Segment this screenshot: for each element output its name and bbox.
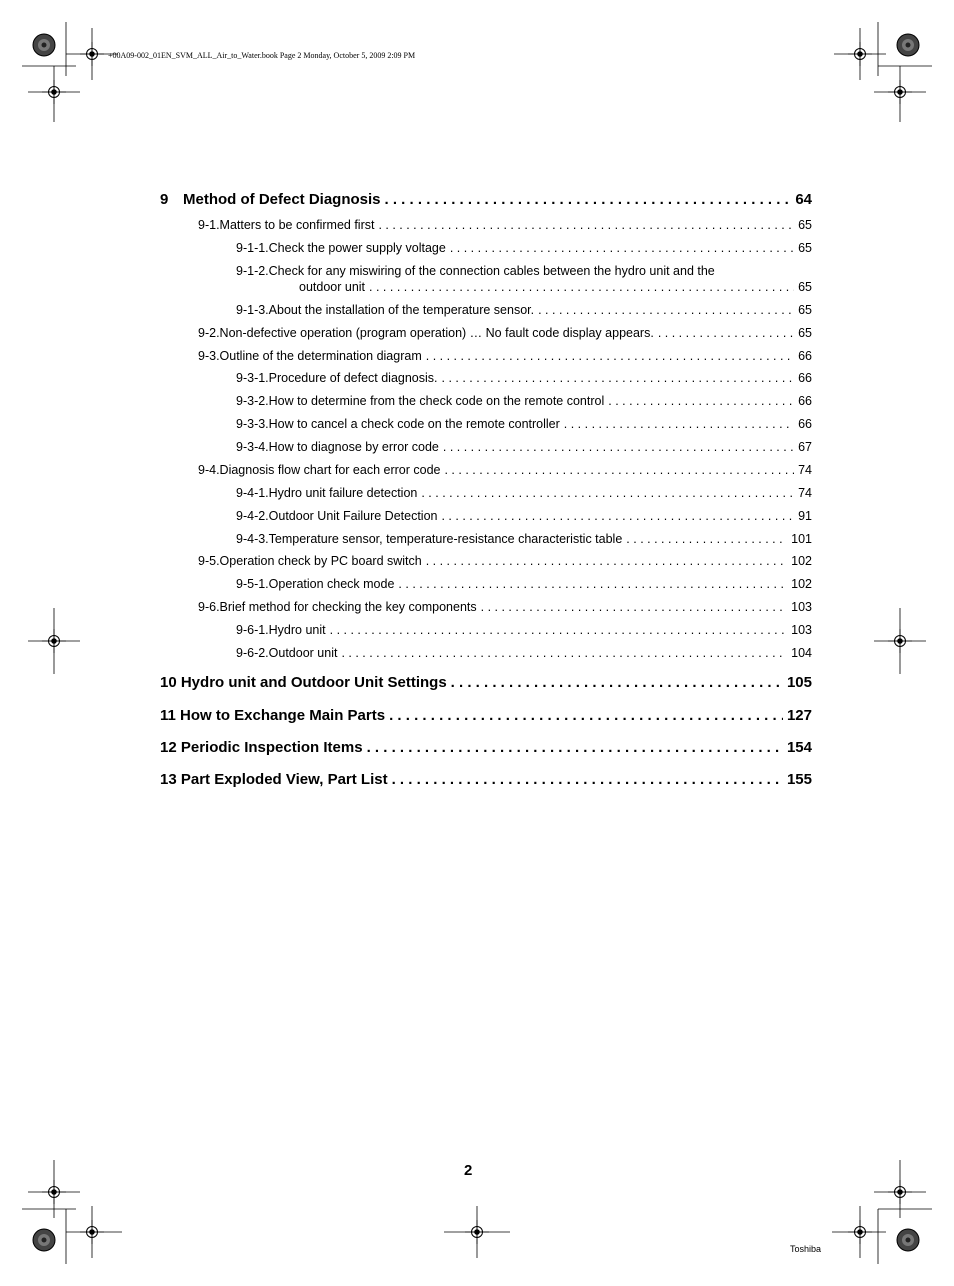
section-title: 9-1.Matters to be confirmed first [198,218,375,232]
chapter-number: 9 [160,191,169,208]
page-ref: 104 [791,646,812,660]
page-ref: 66 [798,394,812,408]
leader-dots [385,191,792,208]
crop-mark-top-left [22,22,118,122]
crop-mark-top-right [834,22,932,122]
crop-mark-mid-left [28,608,80,674]
page-ref: 66 [798,371,812,385]
toc-subsection-9-3-3[interactable] [236,417,812,431]
subsection-title: 9-3-4.How to diagnose by error code [236,440,439,454]
leader-dots [451,674,783,691]
subsection-title: 9-6-2.Outdoor unit [236,646,338,660]
toc-subsection-9-6-2[interactable] [236,646,812,660]
leader-dots [626,532,787,546]
page-ref: 105 [786,674,812,691]
toc-subsection-9-5-1[interactable] [236,577,812,591]
subsection-title: 9-3-1.Procedure of defect diagnosis. [236,371,438,385]
toc-subsection-9-1-2[interactable] [236,264,812,294]
page-ref: 102 [791,577,812,591]
section-title: 9-3.Outline of the determination diagram [198,349,422,363]
page-ref: 67 [798,440,812,454]
subsection-title: 9-4-2.Outdoor Unit Failure Detection [236,509,438,523]
leader-dots [450,241,794,255]
subsection-title-line2: outdoor unit [299,280,366,294]
toc-chapter-10[interactable] [160,674,812,691]
toc-subsection-9-4-3[interactable] [236,532,812,546]
toc-section-9-3[interactable] [198,349,812,363]
leader-dots [367,739,783,756]
toc-subsection-9-3-2[interactable] [236,394,812,408]
page-ref: 154 [786,739,812,756]
leader-dots [481,600,788,614]
toc-chapter-9[interactable] [160,191,812,208]
leader-dots [369,280,794,294]
toc-subsection-9-1-1[interactable] [236,241,812,255]
page-ref: 65 [798,303,812,317]
page-ref: 74 [798,463,812,477]
leader-dots [658,326,794,340]
leader-dots [443,440,794,454]
page-ref: 91 [798,509,812,523]
brand-footer: Toshiba [790,1244,822,1254]
file-slug-header: +00A09-002_01EN_SVM_ALL_Air_to_Water.book Page 2 Monday, October 5, 2009 2:09 PM [108,51,416,60]
toc-chapter-11[interactable] [160,707,812,724]
crop-mark-mid-right [874,608,926,674]
section-title: 9-6.Brief method for checking the key components [198,600,477,614]
section-title: 9-4.Diagnosis flow chart for each error code [198,463,441,477]
crop-mark-bottom-center [444,1206,510,1258]
leader-dots [426,554,787,568]
page-ref: 127 [786,707,812,724]
toc-subsection-9-4-2[interactable] [236,509,812,523]
leader-dots [564,417,794,431]
subsection-title: 9-5-1.Operation check mode [236,577,395,591]
toc-chapter-13[interactable] [160,771,812,788]
subsection-title: 9-4-1.Hydro unit failure detection [236,486,418,500]
toc-subsection-9-1-3[interactable] [236,303,812,317]
chapter-title: 11 How to Exchange Main Parts [160,707,386,724]
subsection-title: 9-1-3.About the installation of the temperature sensor. [236,303,535,317]
subsection-title: 9-1-1.Check the power supply voltage [236,241,446,255]
leader-dots [444,463,794,477]
leader-dots [389,707,783,724]
leader-dots [608,394,794,408]
page-ref: 66 [798,417,812,431]
page-ref: 103 [791,600,812,614]
leader-dots [426,349,794,363]
leader-dots [398,577,787,591]
page-ref: 65 [798,218,812,232]
page-ref: 103 [791,623,812,637]
toc-subsection-9-6-1[interactable] [236,623,812,637]
toc-section-9-2[interactable] [198,326,812,340]
chapter-title: 12 Periodic Inspection Items [160,739,363,756]
page-ref: 65 [798,241,812,255]
page-ref: 101 [791,532,812,546]
leader-dots [341,646,787,660]
toc-subsection-9-3-4[interactable] [236,440,812,454]
crop-mark-bottom-right [832,1160,932,1264]
toc-section-9-5[interactable] [198,554,812,568]
leader-dots [330,623,788,637]
toc-chapter-12[interactable] [160,739,812,756]
chapter-title: 13 Part Exploded View, Part List [160,771,388,788]
page-ref: 66 [798,349,812,363]
toc-subsection-9-3-1[interactable] [236,371,812,385]
toc-section-9-6[interactable] [198,600,812,614]
toc-subsection-9-4-1[interactable] [236,486,812,500]
leader-dots [442,371,795,385]
page-ref: 64 [795,191,812,208]
page-ref: 102 [791,554,812,568]
page-ref: 65 [798,280,812,294]
leader-dots [392,771,783,788]
subsection-title-line1: 9-1-2.Check for any miswiring of the connection cables between the hydro unit and the [236,264,715,278]
crop-mark-bottom-left [22,1160,122,1264]
subsection-title: 9-4-3.Temperature sensor, temperature-resistance characteristic table [236,532,623,546]
leader-dots [421,486,794,500]
subsection-title: 9-3-2.How to determine from the check code on the remote control [236,394,605,408]
subsection-title: 9-6-1.Hydro unit [236,623,326,637]
section-title: 9-5.Operation check by PC board switch [198,554,422,568]
leader-dots [441,509,794,523]
leader-dots [378,218,794,232]
chapter-title: Method of Defect Diagnosis [183,191,381,208]
subsection-title: 9-3-3.How to cancel a check code on the remote controller [236,417,560,431]
chapter-title: 10 Hydro unit and Outdoor Unit Settings [160,674,447,691]
page-ref: 155 [786,771,812,788]
page-number: 2 [464,1162,473,1179]
page-ref: 65 [798,326,812,340]
section-title: 9-2.Non-defective operation (program operation) … No fault code display appears. [198,326,654,340]
page-ref: 74 [798,486,812,500]
toc-section-9-1[interactable] [198,218,812,232]
leader-dots [538,303,794,317]
toc-section-9-4[interactable] [198,463,812,477]
